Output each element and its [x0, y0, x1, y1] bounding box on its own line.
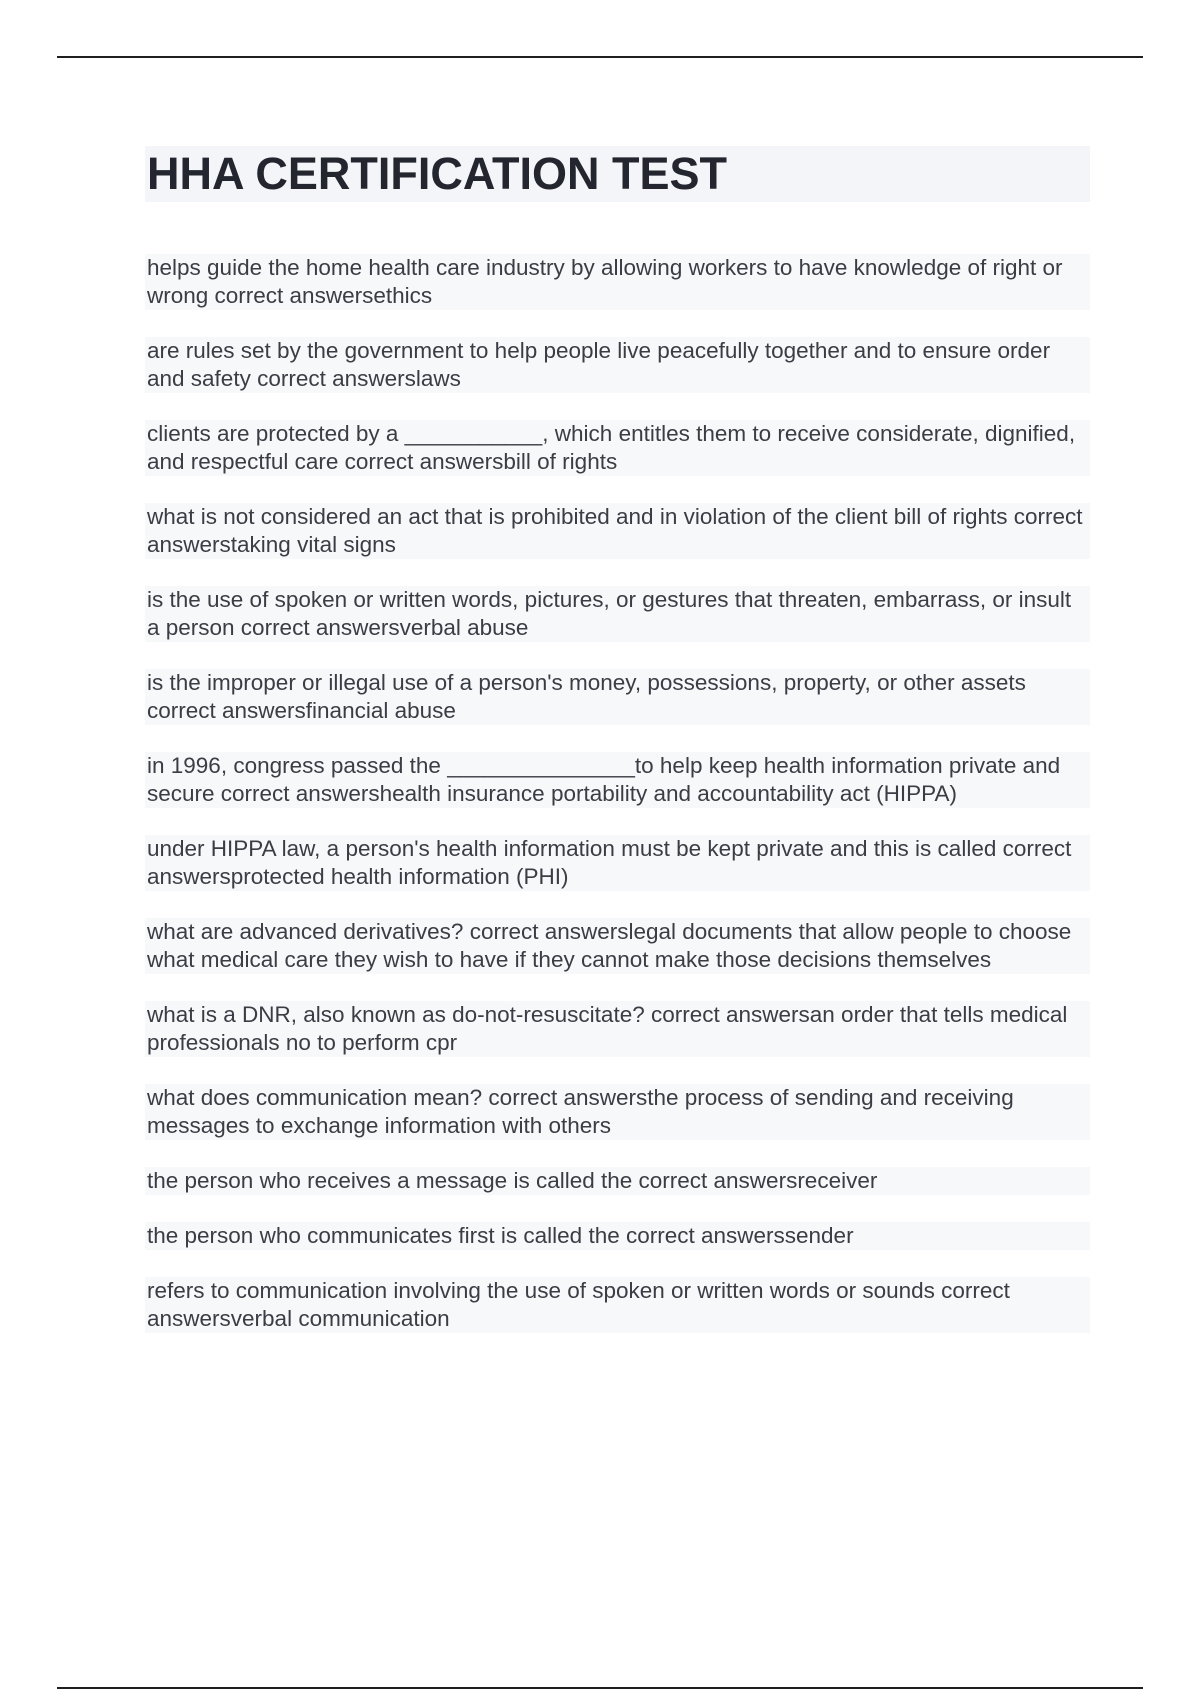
qa-item: is the use of spoken or written words, pictures, or gestures that threaten, embarrass, or insult a person correct answersverbal abuse: [145, 586, 1090, 642]
bottom-divider: [57, 1687, 1143, 1689]
document-title: HHA CERTIFICATION TEST: [145, 146, 1090, 202]
qa-item: the person who communicates first is called the correct answerssender: [145, 1222, 1090, 1250]
document-body: [145, 146, 1090, 1360]
qa-item: what are advanced derivatives? correct answerslegal documents that allow people to choose what medical care they wish to have if they cannot make those decisions themselves: [145, 918, 1090, 974]
top-divider: [57, 56, 1143, 58]
qa-item: are rules set by the government to help people live peacefully together and to ensure order and safety correct answerslaws: [145, 337, 1090, 393]
qa-item: helps guide the home health care industry by allowing workers to have knowledge of right or wrong correct answersethics: [145, 254, 1090, 310]
qa-item: what does communication mean? correct answersthe process of sending and receiving messages to exchange information with others: [145, 1084, 1090, 1140]
qa-item: under HIPPA law, a person's health information must be kept private and this is called correct answersprotected health information (PHI): [145, 835, 1090, 891]
qa-item: what is a DNR, also known as do-not-resuscitate? correct answersan order that tells medical professionals no to perform cpr: [145, 1001, 1090, 1057]
qa-item: refers to communication involving the use of spoken or written words or sounds correct answersverbal communication: [145, 1277, 1090, 1333]
qa-item: is the improper or illegal use of a person's money, possessions, property, or other assets correct answersfinancial abuse: [145, 669, 1090, 725]
qa-item: the person who receives a message is called the correct answersreceiver: [145, 1167, 1090, 1195]
qa-list: [145, 254, 1090, 1333]
qa-item: what is not considered an act that is prohibited and in violation of the client bill of rights correct answerstaking vital signs: [145, 503, 1090, 559]
qa-item: clients are protected by a ___________, which entitles them to receive considerate, dignified, and respectful care correct answersbill of rights: [145, 420, 1090, 476]
qa-item: in 1996, congress passed the _______________to help keep health information private and secure correct answershealth insurance portability and accountability act (HIPPA): [145, 752, 1090, 808]
